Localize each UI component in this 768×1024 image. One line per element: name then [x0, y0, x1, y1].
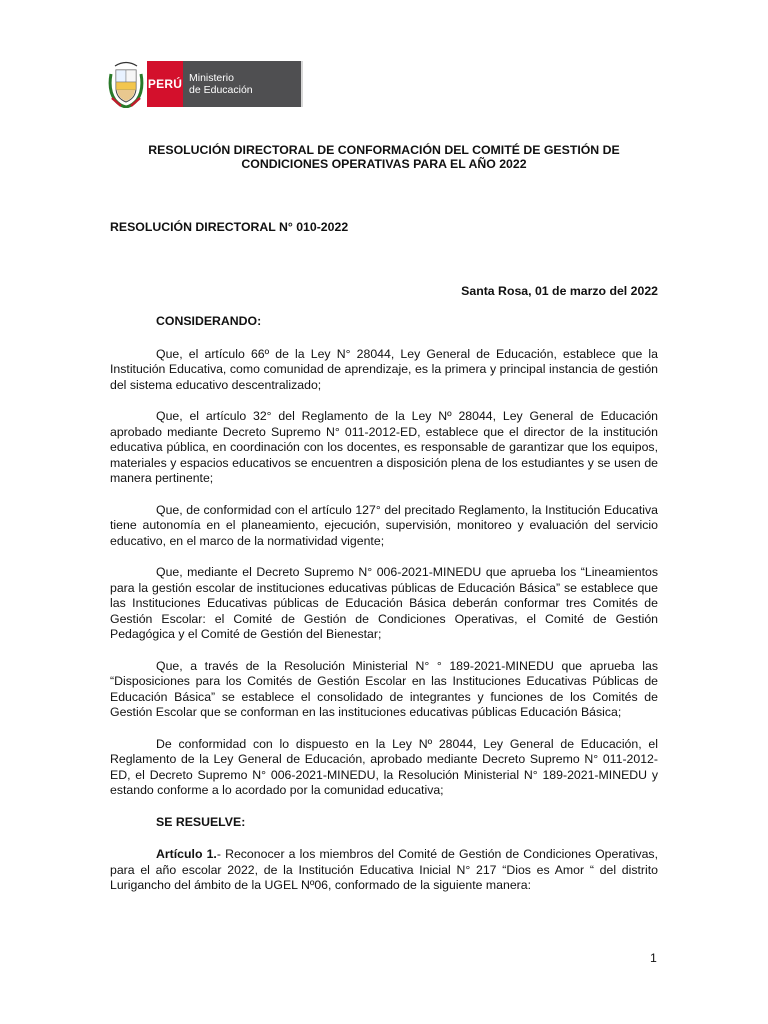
ministry-line-2: de Educación: [189, 84, 253, 96]
page-number: 1: [650, 951, 657, 965]
country-label: PERÚ: [147, 77, 183, 91]
paragraph: Que, el artículo 32° del Reglamento de la Ley Nº 28044, Ley General de Educación aprobado mediante Decreto Supremo N° 011-2012-ED, establece que el director de la institución educativa pública, en coordinación con los docentes, es responsable de garantizar que los equipos, materiales y espacios educativos se encuentren a disposición plena de los estudiantes y se usen de manera pertinente;: [110, 409, 658, 485]
paragraph: Que, de conformidad con el artículo 127° del precitado Reglamento, la Institución Educativa tiene autonomía en el planeamiento, ejecución, supervisión, monitoreo y evaluación del servicio educativo, en el marco de la normatividad vigente;: [110, 502, 658, 548]
paragraph: Que, mediante el Decreto Supremo N° 006-2021-MINEDU que aprueba los “Lineamientos para la gestión escolar de instituciones educativas públicas de Educación Básica” se establece que las Instituciones Educativas públicas de Educación Básica deberán conformar tres Comités de Gestión Escolar: el Comité de Gestión de Condiciones Operativas, el Comité de Gestión Pedagógica y el Comité de Gestión del Bienestar;: [110, 565, 658, 641]
ministry-label-box: [183, 61, 303, 107]
place-and-date: Santa Rosa, 01 de marzo del 2022: [461, 284, 658, 298]
title-line-1: RESOLUCIÓN DIRECTORAL DE CONFORMACIÓN DEL COMITÉ DE GESTIÓN DE: [148, 143, 620, 157]
resolution-number: RESOLUCIÓN DIRECTORAL N° 010-2022: [110, 220, 349, 234]
document-body: [110, 314, 658, 910]
paragraph: De conformidad con lo dispuesto en la Ley Nº 28044, Ley General de Educación, el Reglamento de la Ley General de Educación, aprobado mediante Decreto Supremo N° 011-2012-ED, el Decreto Supremo N° 006-2021-MINEDU, la Resolución Ministerial N° 189-2021-MINEDU y estando conforme a lo acordado por la comunidad educativa;: [110, 736, 658, 797]
article-1-text: - Reconocer a los miembros del Comité de Gestión de Condiciones Operativas, para el año escolar 2022, de la Institución Educativa Inicial N° 217 “Dios es Amor “ del distrito Lurigancho del ámbito de la UGEL Nº06, conformado de la siguiente manera:: [110, 847, 658, 892]
paragraph: Que, a través de la Resolución Ministerial N° ° 189-2021-MINEDU que aprueba las “Disposiciones para los Comités de Gestión Escolar en las Instituciones Educativas Públicas de Educación Básica” se establece el consolidado de integrantes y funciones de los Comités de Gestión Escolar que se conforman en las instituciones educativas públicas Educación Básica;: [110, 658, 658, 719]
paragraph: Que, el artículo 66º de la Ley N° 28044, Ley General de Educación, establece que la Institución Educativa, como comunidad de aprendizaje, es la primera y principal instancia de gestión del sistema educativo descentralizado;: [110, 346, 658, 392]
peru-label-box: [147, 61, 183, 107]
ministry-line-1: Ministerio: [189, 72, 234, 84]
coat-of-arms-icon: [107, 60, 145, 108]
ministry-logo-header: [107, 60, 303, 108]
article-1-label: Artículo 1.: [156, 847, 217, 861]
article-1-paragraph: [110, 847, 658, 894]
se-resuelve-heading: SE RESUELVE:: [156, 814, 246, 829]
document-title: [110, 143, 658, 171]
title-line-2: CONDICIONES OPERATIVAS PARA EL AÑO 2022: [241, 157, 527, 171]
considerando-heading: CONSIDERANDO:: [156, 314, 262, 328]
